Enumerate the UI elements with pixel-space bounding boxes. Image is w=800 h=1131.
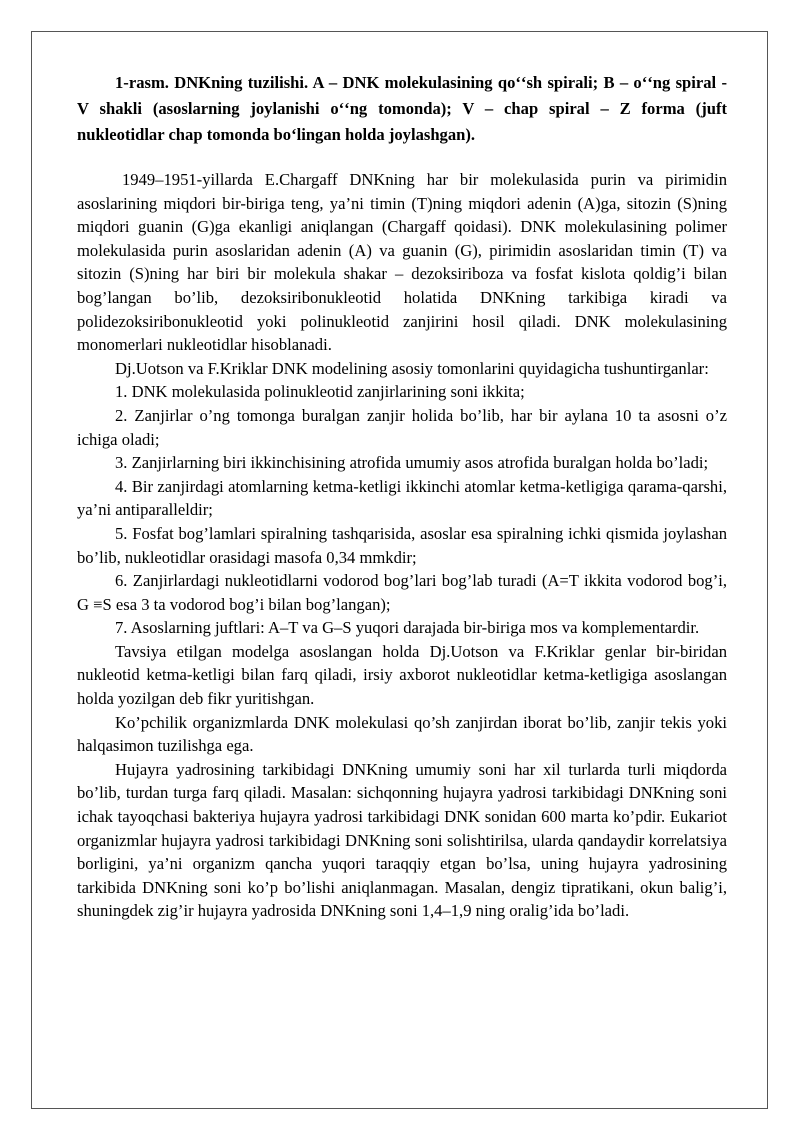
list-item: 4. Bir zanjirdagi atomlarning ketma-ketligi ikkinchi atomlar ketma-ketligiga qarama-qarshi, ya’ni antiparalleldir;: [77, 476, 727, 520]
paragraph-model-intro: Dj.Uotson va F.Kriklar DNK modelining asosiy tomonlarini quyidagicha tushuntirganlar:: [115, 358, 709, 378]
list-item: 7. Asoslarning juftlari: A–T va G–S yuqori darajada bir-biriga mos va komplementardir.: [115, 618, 700, 638]
paragraph-chargaff: 1949–1951-yillarda E.Chargaff DNKning har bir molekulasida purin va pirimidin asoslarining miqdori bir-biriga teng, ya’ni timin (T)ning miqdori adenin (A)ga, sitozin (S)ning miqdori guanin (G)ga ekanligi aniqlangan (Chargaff qoidasi). DNK molekulasining polimer molekulasida purin asoslaridan adenin (A) va guanin (G), pirimidin asoslaridan timin (T) va sitozin (S)ning har biri bir molekula shakar – dezoksiriboza va fosfat kislota qoldig’i bilan bog’langan bo’lib, dezoksiribonukleotid holatida DNKning tarkibiga kiradi va polidezoksiribonukleotid yoki polinukleotid zanjirini hosil qiladi. DNK molekulasining monomerlari nukleotidlar hisoblanadi.: [77, 170, 727, 355]
list-item: 3. Zanjirlarning biri ikkinchisining atrofida umumiy asos atrofida buralgan holda bo’ladi;: [115, 453, 709, 473]
list-item: 6. Zanjirlardagi nukleotidlarni vodorod bog’lari bog’lab turadi (A=T ikkita vodorod bog’i, G ≡S esa 3 ta vodorod bog’i bilan bog’langan);: [77, 571, 727, 614]
list-item: 2. Zanjirlar o’ng tomonga buralgan zanjir holida bo’lib, har bir aylana 10 ta asosni o’z ichiga oladi;: [77, 405, 727, 449]
paragraph-genes: Tavsiya etilgan modelga asoslangan holda Dj.Uotson va F.Kriklar genlar bir-biridan nukleotid ketma-ketligi bilan farq qiladi, irsiy axborot nukleotidlar ketma-ketligiga asoslangan holda yozilgan deb fikr yuritishgan.: [77, 641, 727, 709]
figure-caption: 1-rasm. DNKning tuzilishi. A – DNK molekulasining qoʻʻsh spirali; B – oʻʻng spiral - V shakli (asoslarning joylanishi oʻʻng tomonda); V – chap spiral – Z forma (juft nukleotidlar chap tomonda boʻlingan holda joylashgan).: [77, 73, 727, 144]
document-body: [77, 70, 727, 923]
spacer: [77, 148, 727, 168]
list-item: 1. DNK molekulasida polinukleotid zanjirlarining soni ikkita;: [115, 382, 525, 402]
list-item: 5. Fosfat bog’lamlari spiralning tashqarisida, asoslar esa spiralning ichki qismida joylashan bo’lib, nukleotidlar orasidagi masofa 0,34 mmkdir;: [77, 523, 727, 567]
paragraph-double-strand: Ko’pchilik organizmlarda DNK molekulasi qo’sh zanjirdan iborat bo’lib, zanjir tekis yoki halqasimon tuzilishga ega.: [77, 712, 727, 756]
paragraph-dna-amount: Hujayra yadrosining tarkibidagi DNKning umumiy soni har xil turlarda turli miqdorda bo’lib, turdan turga farq qiladi. Masalan: sichqonning hujayra yadrosi tarkibidagi DNKning soni ichak tayoqchasi bakteriya hujayra yadrosi tarkibidagi DNK sonidan 600 marta ko’pdir. Eukariot organizmlar hujayra yadrosi tarkibidagi DNKning soni solishtirilsa, ularda qandaydir korrelatsiya borligini, ya’ni organizm qancha yuqori taraqqiy etgan bo’lsa, uning hujayra yadrosining tarkibida DNKning soni ko’p bo’lishi aniqlanmagan. Masalan, dengiz tipratikani, okun balig’i, shuningdek zig’ir hujayra yadrosida DNKning soni 1,4–1,9 ning oralig’ida bo’ladi.: [77, 759, 727, 921]
